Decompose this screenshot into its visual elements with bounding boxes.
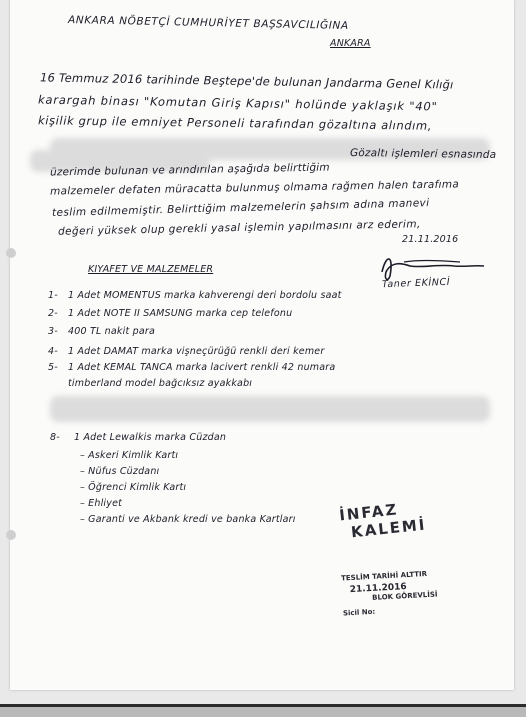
stamp-infaz	[338, 498, 427, 543]
punch-hole-bottom	[6, 530, 16, 540]
list-item-num-3: 3-	[48, 326, 58, 337]
list-item-num-4: 4-	[48, 346, 58, 357]
body-line-8: değeri yüksek olup gerekli yasal işlemin yapılmasını arz ederim,	[57, 218, 421, 238]
redacted-block-3	[50, 396, 490, 422]
stamp-line-1: İNFAZ	[338, 500, 400, 525]
list-item-text-5-cont: timberland model bağcıksız ayakkabı	[68, 378, 253, 389]
body-line-6: malzemeler defaten müracatta bulunmuş olmama rağmen halen tarafıma	[49, 178, 460, 198]
receipt-stamp	[341, 570, 438, 618]
signature-name: Taner EKİNCİ	[381, 276, 451, 291]
receipt-unit: BLOK GÖREVLİSİ	[371, 590, 438, 602]
body-line-7: teslim edilmemiştir. Belirttiğim malzemelerin şahsım adına manevi	[51, 197, 430, 219]
body-line-4: Gözaltı işlemleri esnasında	[349, 146, 497, 162]
list-item-num-8: 8-	[50, 432, 60, 443]
petition-page	[10, 0, 514, 690]
list-item-num-2: 2-	[48, 308, 58, 319]
subitem-3: – Öğrenci Kimlik Kartı	[80, 482, 187, 493]
stamp-line-2: KALEMİ	[350, 515, 428, 542]
list-item-text-1: 1 Adet MOMENTUS marka kahverengi deri bordolu saat	[68, 290, 342, 301]
body-line-2: karargah binası "Komutan Giriş Kapısı" holünde yaklaşık "40"	[37, 92, 438, 114]
subitem-2: – Nüfus Cüzdanı	[80, 466, 160, 477]
list-item-text-5: 1 Adet KEMAL TANCA marka lacivert renkli 42 numara	[68, 362, 336, 373]
header-city: ANKARA	[330, 38, 371, 49]
list-item-text-3: 400 TL nakit para	[68, 326, 155, 337]
list-item-num-5: 5-	[48, 362, 58, 373]
petition-date: 21.11.2016	[402, 234, 459, 245]
subitem-1: – Askeri Kimlik Kartı	[80, 450, 179, 461]
header-title: ANKARA NÖBETÇİ CUMHURİYET BAŞSAVCILIĞINA	[67, 14, 349, 32]
list-item-text-2: 1 Adet NOTE II SAMSUNG marka cep telefonu	[68, 308, 293, 319]
receipt-date: 21.11.2016	[349, 582, 407, 596]
receipt-sign: Sicil No:	[342, 607, 376, 618]
subitem-5: – Garanti ve Akbank kredi ve banka Kartları	[80, 514, 296, 525]
list-item-num-1: 1-	[48, 290, 58, 301]
subitem-4: – Ehliyet	[80, 498, 123, 509]
list-item-text-8: 1 Adet Lewalkis marka Cüzdan	[74, 432, 227, 443]
punch-hole-top	[6, 248, 16, 258]
list-heading: KIYAFET VE MALZEMELER	[88, 264, 214, 275]
body-line-5: üzerimde bulunan ve arındırılan aşağıda belirttiğim	[49, 161, 330, 179]
body-line-3: kişilik grup ile emniyet Personeli tarafından gözaltına alındım,	[37, 113, 433, 133]
receipt-line-1: TESLİM TARİHİ ALTTIR	[340, 570, 428, 583]
body-line-1: 16 Temmuz 2016 tarihinde Beştepe'de bulunan Jandarma Genel Kılığı	[39, 70, 454, 92]
list-item-text-4: 1 Adet DAMAT marka vişneçürüğü renkli deri kemer	[68, 346, 325, 357]
scan-background-band	[0, 707, 526, 717]
